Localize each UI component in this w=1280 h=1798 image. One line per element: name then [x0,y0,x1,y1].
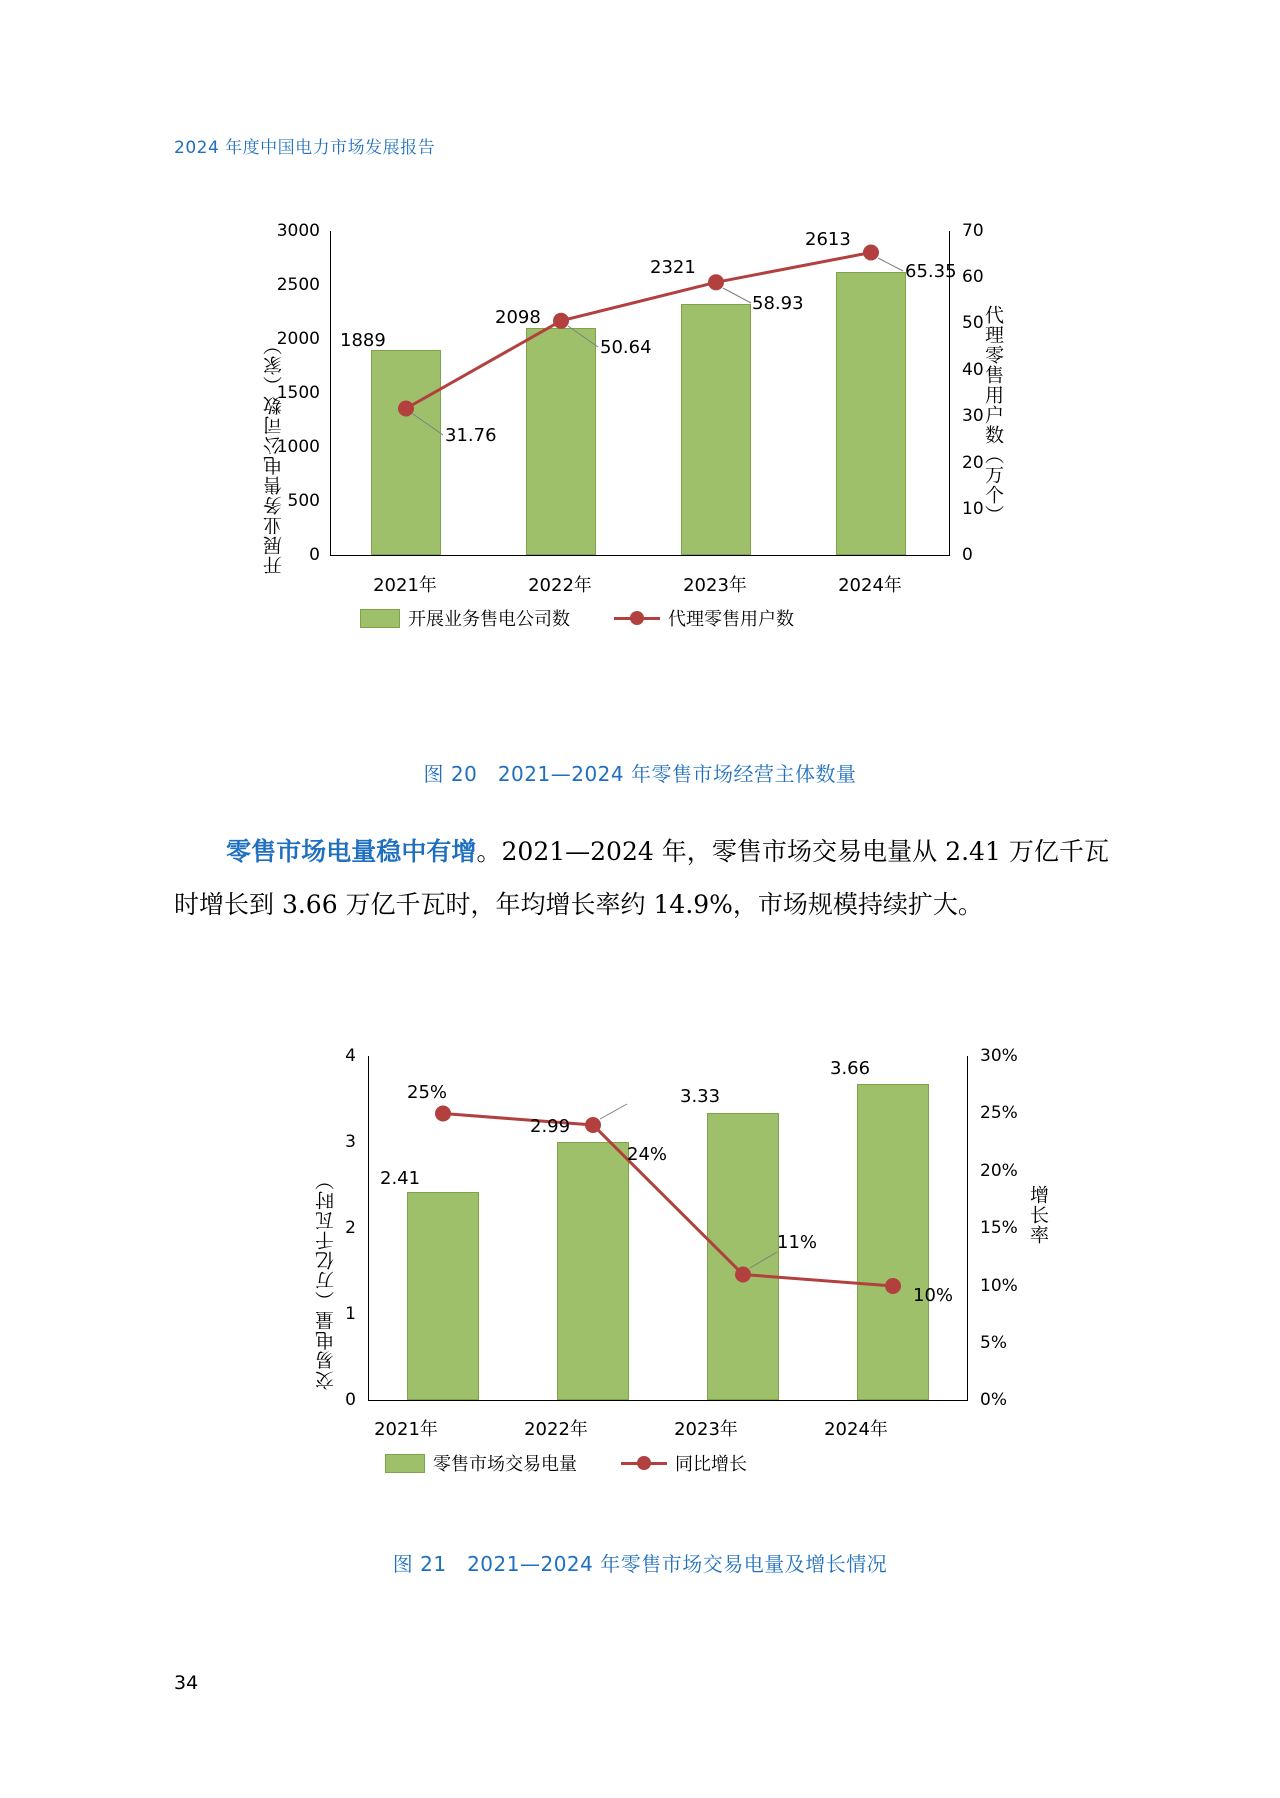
fig20-y2tick-0: 0 [962,545,973,565]
fig20-y2tick-10: 10 [962,499,984,519]
figure-20-chart [140,215,1140,635]
fig21-line-label-2022: 24% [627,1144,668,1165]
fig20-bar-label-2024: 2613 [805,229,851,250]
fig20-bar-label-2022: 2098 [495,307,541,328]
paragraph-lead: 零售市场电量稳中有增 [226,837,477,866]
running-head: 2024 年度中国电力市场发展报告 [174,138,436,158]
fig21-bar-label-2024: 3.66 [830,1058,871,1079]
fig20-legend-bar-label: 开展业务售电公司数 [408,609,570,630]
fig21-y2tick-30: 30% [980,1046,1018,1066]
page-number: 34 [174,1672,199,1694]
fig20-plot-area [330,231,950,556]
fig21-bar-label-2021: 2.41 [380,1168,421,1189]
fig21-y2tick-5: 5% [980,1333,1007,1353]
line-marker-icon [621,1454,667,1472]
fig21-ytick-0: 0 [345,1390,356,1410]
fig21-ytick-1: 1 [345,1304,356,1324]
fig21-cat-2024: 2024年 [824,1419,888,1440]
fig21-line-label-2021: 25% [407,1082,448,1103]
fig20-ytick-500: 500 [287,491,320,511]
fig21-ytick-3: 3 [345,1132,356,1152]
fig20-cat-2023: 2023年 [683,575,747,596]
fig21-legend-line-label: 同比增长 [675,1454,747,1475]
fig20-line-series [331,231,951,556]
fig21-cat-2022: 2022年 [524,1419,588,1440]
fig20-y2tick-50: 50 [962,313,984,333]
figure-21-chart [140,1040,1140,1475]
fig20-right-axis-title: 代理零售用户数（万个） [982,305,1004,525]
fig21-ytick-2: 2 [345,1218,356,1238]
fig21-line-series [369,1056,969,1401]
fig21-right-axis-title: 增长率 [1027,1185,1049,1245]
fig20-left-axis-title: 开展业务售电公司数（家） [263,335,285,575]
fig20-y2tick-40: 40 [962,360,984,380]
fig20-cat-2022: 2022年 [528,575,592,596]
fig20-line-label-2021: 31.76 [445,425,497,446]
fig20-ytick-1500: 1500 [276,383,320,403]
fig20-ytick-1000: 1000 [276,437,320,457]
fig20-legend-line-label: 代理零售用户数 [668,609,794,630]
fig21-line-label-2024: 10% [913,1285,954,1306]
fig21-y2tick-0: 0% [980,1390,1007,1410]
fig20-line-label-2022: 50.64 [600,337,652,358]
fig20-legend-line [614,605,794,631]
fig21-bar-label-2022: 2.99 [530,1116,571,1137]
fig20-ytick-0: 0 [309,545,320,565]
fig20-bar-label-2021: 1889 [340,330,386,351]
paragraph-rest: 。2021—2024 年，零售市场交易电量从 2.41 万亿千瓦时增长到 3.66 万亿千瓦时，年均增长率约 14.9%，市场规模持续扩大。 [174,837,1109,919]
fig21-plot-area [368,1056,968,1401]
fig21-legend-bar [385,1450,577,1476]
fig21-y2tick-15: 15% [980,1218,1018,1238]
fig21-y2tick-10: 10% [980,1276,1018,1296]
fig20-y2tick-30: 30 [962,406,984,426]
fig21-legend [385,1450,781,1476]
fig20-ytick-2000: 2000 [276,329,320,349]
bar-swatch-icon [385,1454,425,1473]
fig20-cat-2021: 2021年 [373,575,437,596]
line-marker-icon [614,609,660,627]
fig20-line-label-2023: 58.93 [752,293,804,314]
fig20-line-label-2024: 65.35 [905,261,957,282]
fig21-left-axis-title: 交易电量（万亿千瓦时） [315,1170,337,1390]
fig21-legend-line [621,1450,747,1476]
fig20-y2tick-70: 70 [962,221,984,241]
fig20-ytick-3000: 3000 [276,221,320,241]
fig20-cat-2024: 2024年 [838,575,902,596]
figure-21-caption: 图 21 2021—2024 年零售市场交易电量及增长情况 [392,1552,888,1576]
figure-20-caption: 图 20 2021—2024 年零售市场经营主体数量 [423,762,857,786]
fig21-y2tick-25: 25% [980,1103,1018,1123]
fig20-y2tick-20: 20 [962,453,984,473]
fig21-y2tick-20: 20% [980,1161,1018,1181]
fig21-cat-2023: 2023年 [674,1419,738,1440]
bar-swatch-icon [360,609,400,628]
fig21-line-label-2023: 11% [777,1232,818,1253]
fig20-legend-bar [360,605,570,631]
fig20-ytick-2500: 2500 [276,275,320,295]
fig21-cat-2021: 2021年 [374,1419,438,1440]
fig20-bar-label-2023: 2321 [650,257,696,278]
fig20-y2tick-60: 60 [962,267,984,287]
fig21-bar-label-2023: 3.33 [680,1086,721,1107]
fig21-ytick-4: 4 [345,1046,356,1066]
body-paragraph [174,825,1109,931]
fig20-legend [360,605,828,631]
fig21-legend-bar-label: 零售市场交易电量 [433,1454,577,1475]
